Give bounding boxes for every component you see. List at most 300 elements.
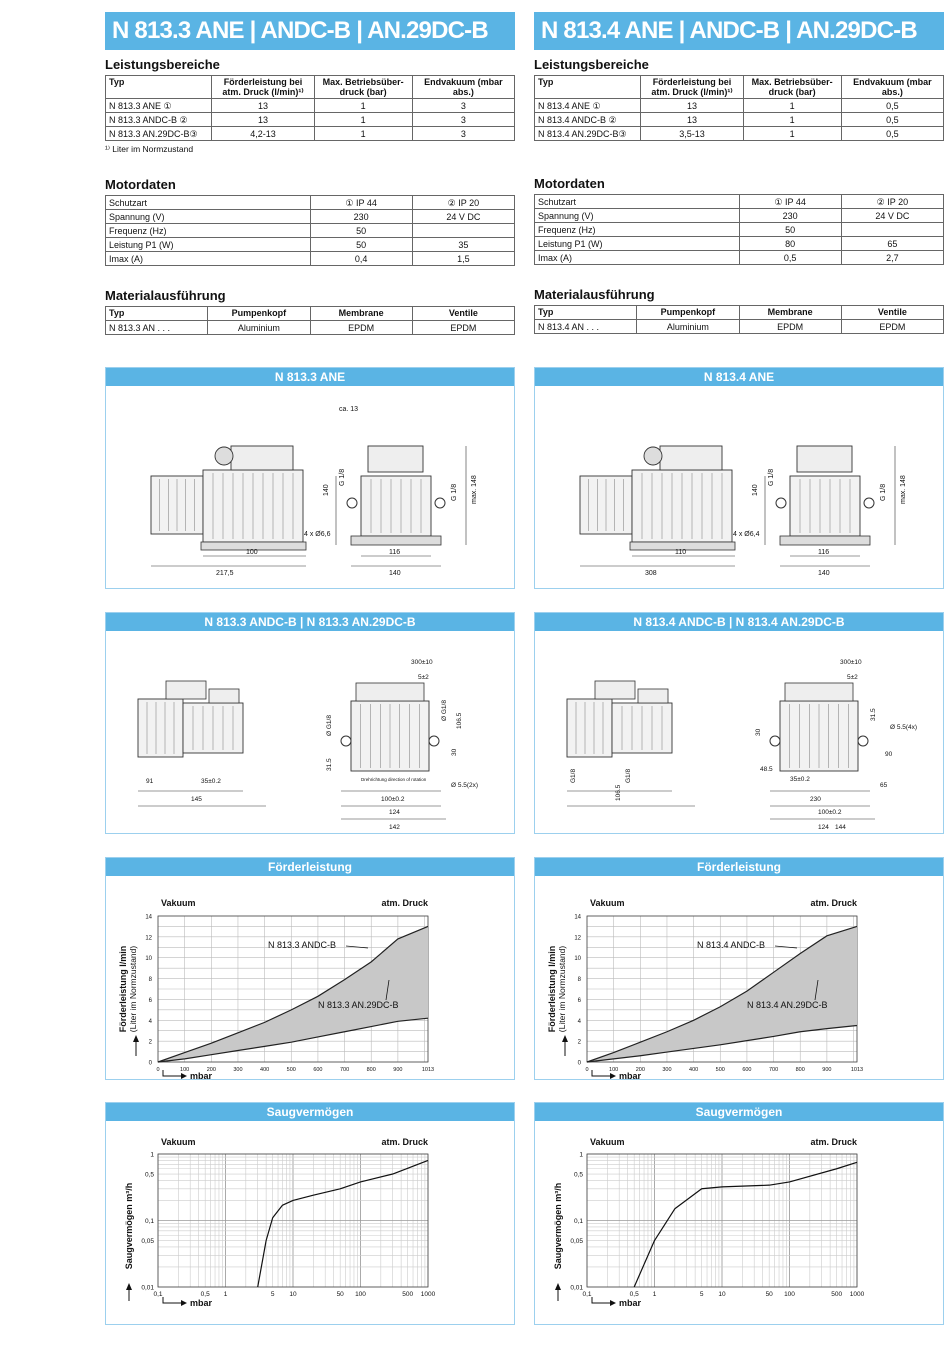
y-tick-label: 0,01 (570, 1284, 583, 1292)
dim-label: 4 x Ø6,4 (733, 531, 760, 538)
panel-title: Förderleistung (535, 858, 943, 876)
vacuum-label: Vakuum (161, 1137, 196, 1147)
cell: 230 (310, 210, 412, 224)
x-arrow (592, 1297, 611, 1303)
cell: 3 (412, 127, 514, 141)
cell: 3,5-13 (641, 127, 743, 141)
dim-label: 140 (389, 570, 401, 577)
x-tick-label: 700 (768, 1067, 779, 1073)
x-tick-label: 1 (223, 1291, 228, 1298)
vacuum-label: Vakuum (590, 898, 625, 908)
x-tick-label: 1000 (420, 1291, 436, 1298)
technical-drawing (535, 386, 943, 588)
panel-title: Saugvermögen (106, 1103, 514, 1121)
col-header: Max. Betriebsüber-druck (bar) (314, 76, 412, 99)
y-tick-label: 6 (148, 997, 152, 1004)
x-tick-label: 100 (355, 1291, 366, 1298)
dim-label: G 1/8 (880, 483, 887, 501)
table-row (106, 127, 515, 141)
cell: 80 (739, 237, 841, 251)
y-arrow-head (126, 1283, 132, 1290)
cell: 3 (412, 113, 514, 127)
saugvermoegen-chart (106, 1121, 514, 1324)
drawing-panel (534, 612, 944, 834)
table-row (535, 237, 944, 251)
front-base (780, 536, 870, 545)
x-tick-label: 50 (765, 1291, 773, 1298)
cell: 24 V DC (412, 210, 514, 224)
col-header: Pumpenkopf (637, 306, 739, 320)
y-tick-label: 8 (577, 977, 581, 984)
cell: 230 (739, 209, 841, 223)
cell: 0,5 (841, 113, 943, 127)
foerderleistung-chart (535, 876, 943, 1079)
panel-title: Förderleistung (106, 858, 514, 876)
col-header: Membrane (310, 307, 412, 321)
cell: 2,7 (841, 251, 943, 265)
x-tick-label: 400 (260, 1067, 270, 1073)
y-tick-label: 0,05 (570, 1238, 583, 1246)
table-row (535, 223, 944, 237)
col-header: Typ (535, 76, 641, 99)
dim-label: G 1/8 (768, 468, 775, 486)
col-header: Max. Betriebsüber-druck (bar) (743, 76, 841, 99)
performance-table (105, 75, 515, 141)
dim-label: 48.5 (760, 766, 773, 773)
cell: 50 (310, 238, 412, 252)
cell: Schutzart (106, 196, 311, 210)
cell: N 813.4 ANDC-B ② (535, 113, 641, 127)
dim-label: 91 (146, 778, 154, 785)
x-arrow-head (610, 1073, 616, 1079)
atm-label: atm. Druck (810, 898, 857, 908)
y-arrow-head (562, 1035, 568, 1042)
col-header: Ventile (412, 307, 514, 321)
dim-label: Ø 5.5(2x) (451, 782, 479, 789)
valve-block (595, 681, 635, 699)
y-tick-label: 0,1 (573, 1218, 583, 1225)
y-tick-label: 8 (148, 977, 152, 984)
dim-label: Ø G1/8 (441, 700, 448, 721)
fan-cap (644, 447, 662, 465)
x-tick-label: 100 (180, 1067, 190, 1073)
atm-label: atm. Druck (381, 898, 428, 908)
port-right (864, 498, 874, 508)
x-arrow-head (181, 1300, 187, 1306)
cell: N 813.3 AN.29DC-B③ (106, 127, 212, 141)
cell: 1 (743, 127, 841, 141)
y-axis-title: Förderleistung l/min (547, 945, 557, 1033)
cell: ② IP 20 (412, 196, 514, 210)
section-heading: Materialausführung (105, 288, 226, 303)
dim-label: 217,5 (216, 570, 234, 577)
cell: 13 (212, 113, 314, 127)
port-left (347, 498, 357, 508)
dim-label: G 1/8 (339, 468, 346, 486)
panel-title: Saugvermögen (535, 1103, 943, 1121)
cell: 13 (212, 99, 314, 113)
y-axis-title: Förderleistung l/min (118, 945, 128, 1033)
x-tick-label: 800 (366, 1067, 376, 1073)
dim-label: 35±0.2 (201, 778, 221, 785)
cell (841, 223, 943, 237)
table-row (106, 99, 515, 113)
section-heading: Materialausführung (534, 287, 655, 302)
dim-label: 145 (191, 796, 202, 803)
x-tick-label: 1 (652, 1291, 657, 1298)
cell: Aluminium (637, 320, 739, 334)
y-tick-label: 0,5 (573, 1171, 583, 1179)
y-tick-label: 4 (577, 1018, 581, 1025)
vacuum-label: Vakuum (590, 1137, 625, 1147)
vacuum-label: Vakuum (161, 898, 196, 908)
front-capacitor (368, 446, 423, 472)
cell: N 813.3 ANE ① (106, 99, 212, 113)
x-tick-label: 1013 (421, 1067, 435, 1073)
x-axis-title: mbar (190, 1298, 213, 1308)
capacitor (660, 446, 722, 470)
drawing-panel (534, 367, 944, 589)
cell: N 813.3 AN . . . (106, 321, 208, 335)
cell: Frequenz (Hz) (106, 224, 311, 238)
port-left (341, 736, 351, 746)
x-tick-label: 5 (270, 1291, 275, 1298)
dim-label: 106.5 (456, 712, 463, 729)
dim-label: G1/8 (570, 768, 577, 783)
cell: ② IP 20 (841, 195, 943, 209)
foerderleistung-chart (106, 876, 514, 1079)
chart-panel (105, 1102, 515, 1325)
cell: Spannung (V) (535, 209, 740, 223)
y-tick-label: 2 (148, 1039, 152, 1046)
cell: Leistung P1 (W) (535, 237, 740, 251)
y-tick-label: 2 (577, 1039, 581, 1046)
front-head (361, 476, 431, 536)
x-tick-label: 0,1 (582, 1291, 592, 1298)
dim-label: 100 (246, 549, 258, 556)
cell: 65 (841, 237, 943, 251)
technical-drawing (106, 631, 514, 833)
cell: 1 (314, 99, 412, 113)
chart-panel (534, 857, 944, 1080)
cell: 1,5 (412, 252, 514, 266)
fan-cap (215, 447, 233, 465)
chart-panel (105, 857, 515, 1080)
dim-label: 35±0.2 (790, 776, 810, 783)
x-tick-label: 500 (402, 1291, 414, 1298)
cell: 35 (412, 238, 514, 252)
footnote: ¹⁾ Liter im Normzustand (105, 144, 194, 154)
table-row (535, 251, 944, 265)
x-tick-label: 400 (689, 1067, 699, 1073)
x-tick-label: 0 (156, 1067, 160, 1073)
cell (412, 224, 514, 238)
y-axis-subtitle: (Liter im Normzustand) (557, 945, 567, 1033)
y-axis-label (547, 946, 567, 1033)
y-axis-label (124, 1183, 134, 1270)
cell: EPDM (841, 320, 943, 334)
col-header: Förderleistung bei atm. Druck (l/min)¹⁾ (641, 76, 743, 99)
page-title: N 813.3 ANE | ANDC-B | AN.29DC-B (105, 12, 515, 50)
atm-label: atm. Druck (381, 1137, 428, 1147)
curve-label-2: N 813.3 AN.29DC-B (318, 1000, 399, 1010)
x-tick-label: 0,1 (153, 1291, 163, 1298)
technical-drawing (106, 386, 514, 588)
x-tick-label: 700 (339, 1067, 350, 1073)
x-tick-label: 500 (715, 1067, 725, 1073)
table-row (106, 113, 515, 127)
col-header: Typ (535, 306, 637, 320)
cell: Imax (A) (535, 251, 740, 265)
cell: 4,2-13 (212, 127, 314, 141)
front-capacitor (797, 446, 852, 472)
cell: 13 (641, 113, 743, 127)
capacitor (231, 446, 293, 470)
section-heading: Motordaten (534, 176, 605, 191)
panel-title: N 813.3 ANDC-B | N 813.3 AN.29DC-B (106, 613, 514, 631)
x-tick-label: 1013 (850, 1067, 864, 1073)
y-tick-label: 12 (145, 935, 152, 942)
x-arrow-head (610, 1300, 616, 1306)
cell: 0,5 (841, 127, 943, 141)
table-row (535, 320, 944, 334)
dim-label: 4 x Ø6,6 (304, 531, 331, 538)
col-header: Typ (106, 307, 208, 321)
x-tick-label: 10 (289, 1291, 297, 1298)
table-row (106, 238, 515, 252)
curve-label-1: N 813.3 ANDC-B (268, 940, 337, 950)
cell: Frequenz (Hz) (535, 223, 740, 237)
dim-label: 300±10 (840, 659, 862, 666)
dim-label: 65 (880, 782, 888, 789)
y-tick-label: 10 (145, 956, 152, 963)
cell: 50 (310, 224, 412, 238)
panel-title: N 813.3 ANE (106, 368, 514, 386)
x-arrow-head (181, 1073, 187, 1079)
y-axis-label (553, 1183, 563, 1270)
col-header: Typ (106, 76, 212, 99)
section-heading: Motordaten (105, 177, 176, 192)
dim-label: 140 (752, 484, 759, 496)
x-tick-label: 0 (585, 1067, 589, 1073)
pump-head (567, 699, 612, 757)
dim-label: 31.5 (870, 708, 877, 721)
x-tick-label: 100 (784, 1291, 795, 1298)
dim-label: 300±10 (411, 659, 433, 666)
cell: 0,4 (310, 252, 412, 266)
table-row (106, 224, 515, 238)
dim-label: Ø 5.5(4x) (890, 724, 918, 731)
x-tick-label: 500 (286, 1067, 296, 1073)
dim-label: Drehrichtung direction of rotation (361, 777, 427, 782)
left-column (105, 12, 515, 335)
cell: N 813.4 AN.29DC-B③ (535, 127, 641, 141)
cell: EPDM (310, 321, 412, 335)
dim-label: max. 148 (471, 475, 478, 504)
dim-label: 5±2 (847, 674, 858, 681)
dim-label: 30 (451, 748, 458, 756)
cell: 50 (739, 223, 841, 237)
y-tick-label: 1 (150, 1151, 154, 1159)
port-left (770, 736, 780, 746)
cell: Spannung (V) (106, 210, 311, 224)
series-line-N 813.4 (634, 1162, 857, 1287)
cell: 0,5 (739, 251, 841, 265)
y-arrow-head (133, 1035, 139, 1042)
y-tick-label: 0,05 (141, 1238, 154, 1246)
panel-title: N 813.4 ANE (535, 368, 943, 386)
dim-label: max. 148 (900, 475, 907, 504)
section-heading: Leistungsbereiche (534, 57, 649, 72)
cell: N 813.4 AN . . . (535, 320, 637, 334)
front-top (785, 683, 853, 701)
cell: 24 V DC (841, 209, 943, 223)
connector (638, 689, 668, 703)
cell: 1 (743, 113, 841, 127)
table-row (535, 99, 944, 113)
y-tick-label: 0 (577, 1060, 581, 1067)
panel-title: N 813.4 ANDC-B | N 813.4 AN.29DC-B (535, 613, 943, 631)
dim-label: 116 (818, 549, 830, 556)
x-tick-label: 10 (718, 1291, 726, 1298)
cell: EPDM (412, 321, 514, 335)
front-base (351, 536, 441, 545)
y-tick-label: 0 (148, 1060, 152, 1067)
x-tick-label: 100 (609, 1067, 619, 1073)
section-heading: Leistungsbereiche (105, 57, 220, 72)
table-row (535, 127, 944, 141)
x-tick-label: 900 (393, 1067, 403, 1073)
x-tick-label: 50 (336, 1291, 344, 1298)
y-axis-title: Saugvermögen m³/h (124, 1182, 134, 1270)
y-tick-label: 0,01 (141, 1284, 154, 1292)
cell: Leistung P1 (W) (106, 238, 311, 252)
table-row (106, 252, 515, 266)
y-tick-label: 0,1 (144, 1218, 154, 1225)
table-row (535, 195, 944, 209)
cell: 1 (314, 127, 412, 141)
cell: 1 (743, 99, 841, 113)
technical-drawing (535, 631, 943, 833)
y-tick-label: 6 (577, 997, 581, 1004)
front-top (356, 683, 424, 701)
dim-label: 100±0.2 (381, 796, 405, 803)
x-tick-label: 0,5 (200, 1291, 210, 1298)
table-row (535, 209, 944, 223)
col-header: Förderleistung bei atm. Druck (l/min)¹⁾ (212, 76, 314, 99)
cell: 0,5 (841, 99, 943, 113)
footnote-spacer (534, 144, 944, 154)
dim-label: 100±0.2 (818, 809, 842, 816)
y-tick-label: 10 (574, 956, 581, 963)
cell: EPDM (739, 320, 841, 334)
curve-label-2: N 813.4 AN.29DC-B (747, 1000, 828, 1010)
port-right (429, 736, 439, 746)
drawing-panel (105, 612, 515, 834)
dim-label: 230 (810, 796, 821, 803)
y-tick-label: 12 (574, 935, 581, 942)
y-tick-label: 14 (145, 914, 152, 921)
dim-label: 30 (755, 728, 762, 736)
dim-label: 110 (675, 549, 687, 556)
x-tick-label: 900 (822, 1067, 832, 1073)
saugvermoegen-chart (535, 1121, 943, 1324)
y-arrow-head (555, 1283, 561, 1290)
pump-head (138, 699, 183, 757)
dim-label: 144 (835, 824, 846, 831)
page-title: N 813.4 ANE | ANDC-B | AN.29DC-B (534, 12, 944, 50)
drawing-panel (105, 367, 515, 589)
x-tick-label: 200 (206, 1067, 216, 1073)
x-tick-label: 0,5 (629, 1291, 639, 1298)
dim-label: 124 (389, 809, 400, 816)
y-tick-label: 0,5 (144, 1171, 154, 1179)
cell: ① IP 44 (310, 196, 412, 210)
col-header: Membrane (739, 306, 841, 320)
x-axis-title: mbar (619, 1071, 642, 1079)
cell: 3 (412, 99, 514, 113)
col-header: Ventile (841, 306, 943, 320)
dim-label: 140 (323, 484, 330, 496)
y-tick-label: 14 (574, 914, 581, 921)
x-arrow (163, 1297, 182, 1303)
table-row (535, 113, 944, 127)
x-tick-label: 300 (662, 1067, 672, 1073)
cell: Imax (A) (106, 252, 311, 266)
col-header: Pumpenkopf (208, 307, 310, 321)
x-tick-label: 800 (795, 1067, 805, 1073)
dim-label: 5±2 (418, 674, 429, 681)
material-table (105, 306, 515, 335)
dim-label: 308 (645, 570, 657, 577)
dim-label: G1/8 (625, 768, 632, 783)
cell: N 813.3 ANDC-B ② (106, 113, 212, 127)
table-row (106, 210, 515, 224)
cell: Schutzart (535, 195, 740, 209)
x-axis-title: mbar (190, 1071, 213, 1079)
dim-label: 106.5 (615, 784, 622, 801)
cell: N 813.4 ANE ① (535, 99, 641, 113)
connector (209, 689, 239, 703)
col-header: Endvakuum (mbar abs.) (841, 76, 943, 99)
dim-label: G 1/8 (451, 483, 458, 501)
x-tick-label: 600 (313, 1067, 323, 1073)
right-column (534, 12, 944, 334)
motor-table (534, 194, 944, 265)
atm-label: atm. Druck (810, 1137, 857, 1147)
valve-block (166, 681, 206, 699)
port-left (776, 498, 786, 508)
table-row (106, 321, 515, 335)
y-axis-subtitle: (Liter im Normzustand) (128, 945, 138, 1033)
y-axis-title: Saugvermögen m³/h (553, 1182, 563, 1270)
x-tick-label: 300 (233, 1067, 243, 1073)
table-row (106, 196, 515, 210)
x-axis-title: mbar (619, 1298, 642, 1308)
motor-table (105, 195, 515, 266)
cell: 13 (641, 99, 743, 113)
dim-label: 142 (389, 824, 400, 831)
cell: 1 (314, 113, 412, 127)
x-tick-label: 200 (635, 1067, 645, 1073)
x-tick-label: 600 (742, 1067, 752, 1073)
y-axis-label (118, 946, 138, 1033)
y-tick-label: 1 (579, 1151, 583, 1159)
dim-label: 31.5 (326, 758, 333, 771)
dim-label: 124 (818, 824, 829, 831)
x-tick-label: 500 (831, 1291, 843, 1298)
cell: Aluminium (208, 321, 310, 335)
